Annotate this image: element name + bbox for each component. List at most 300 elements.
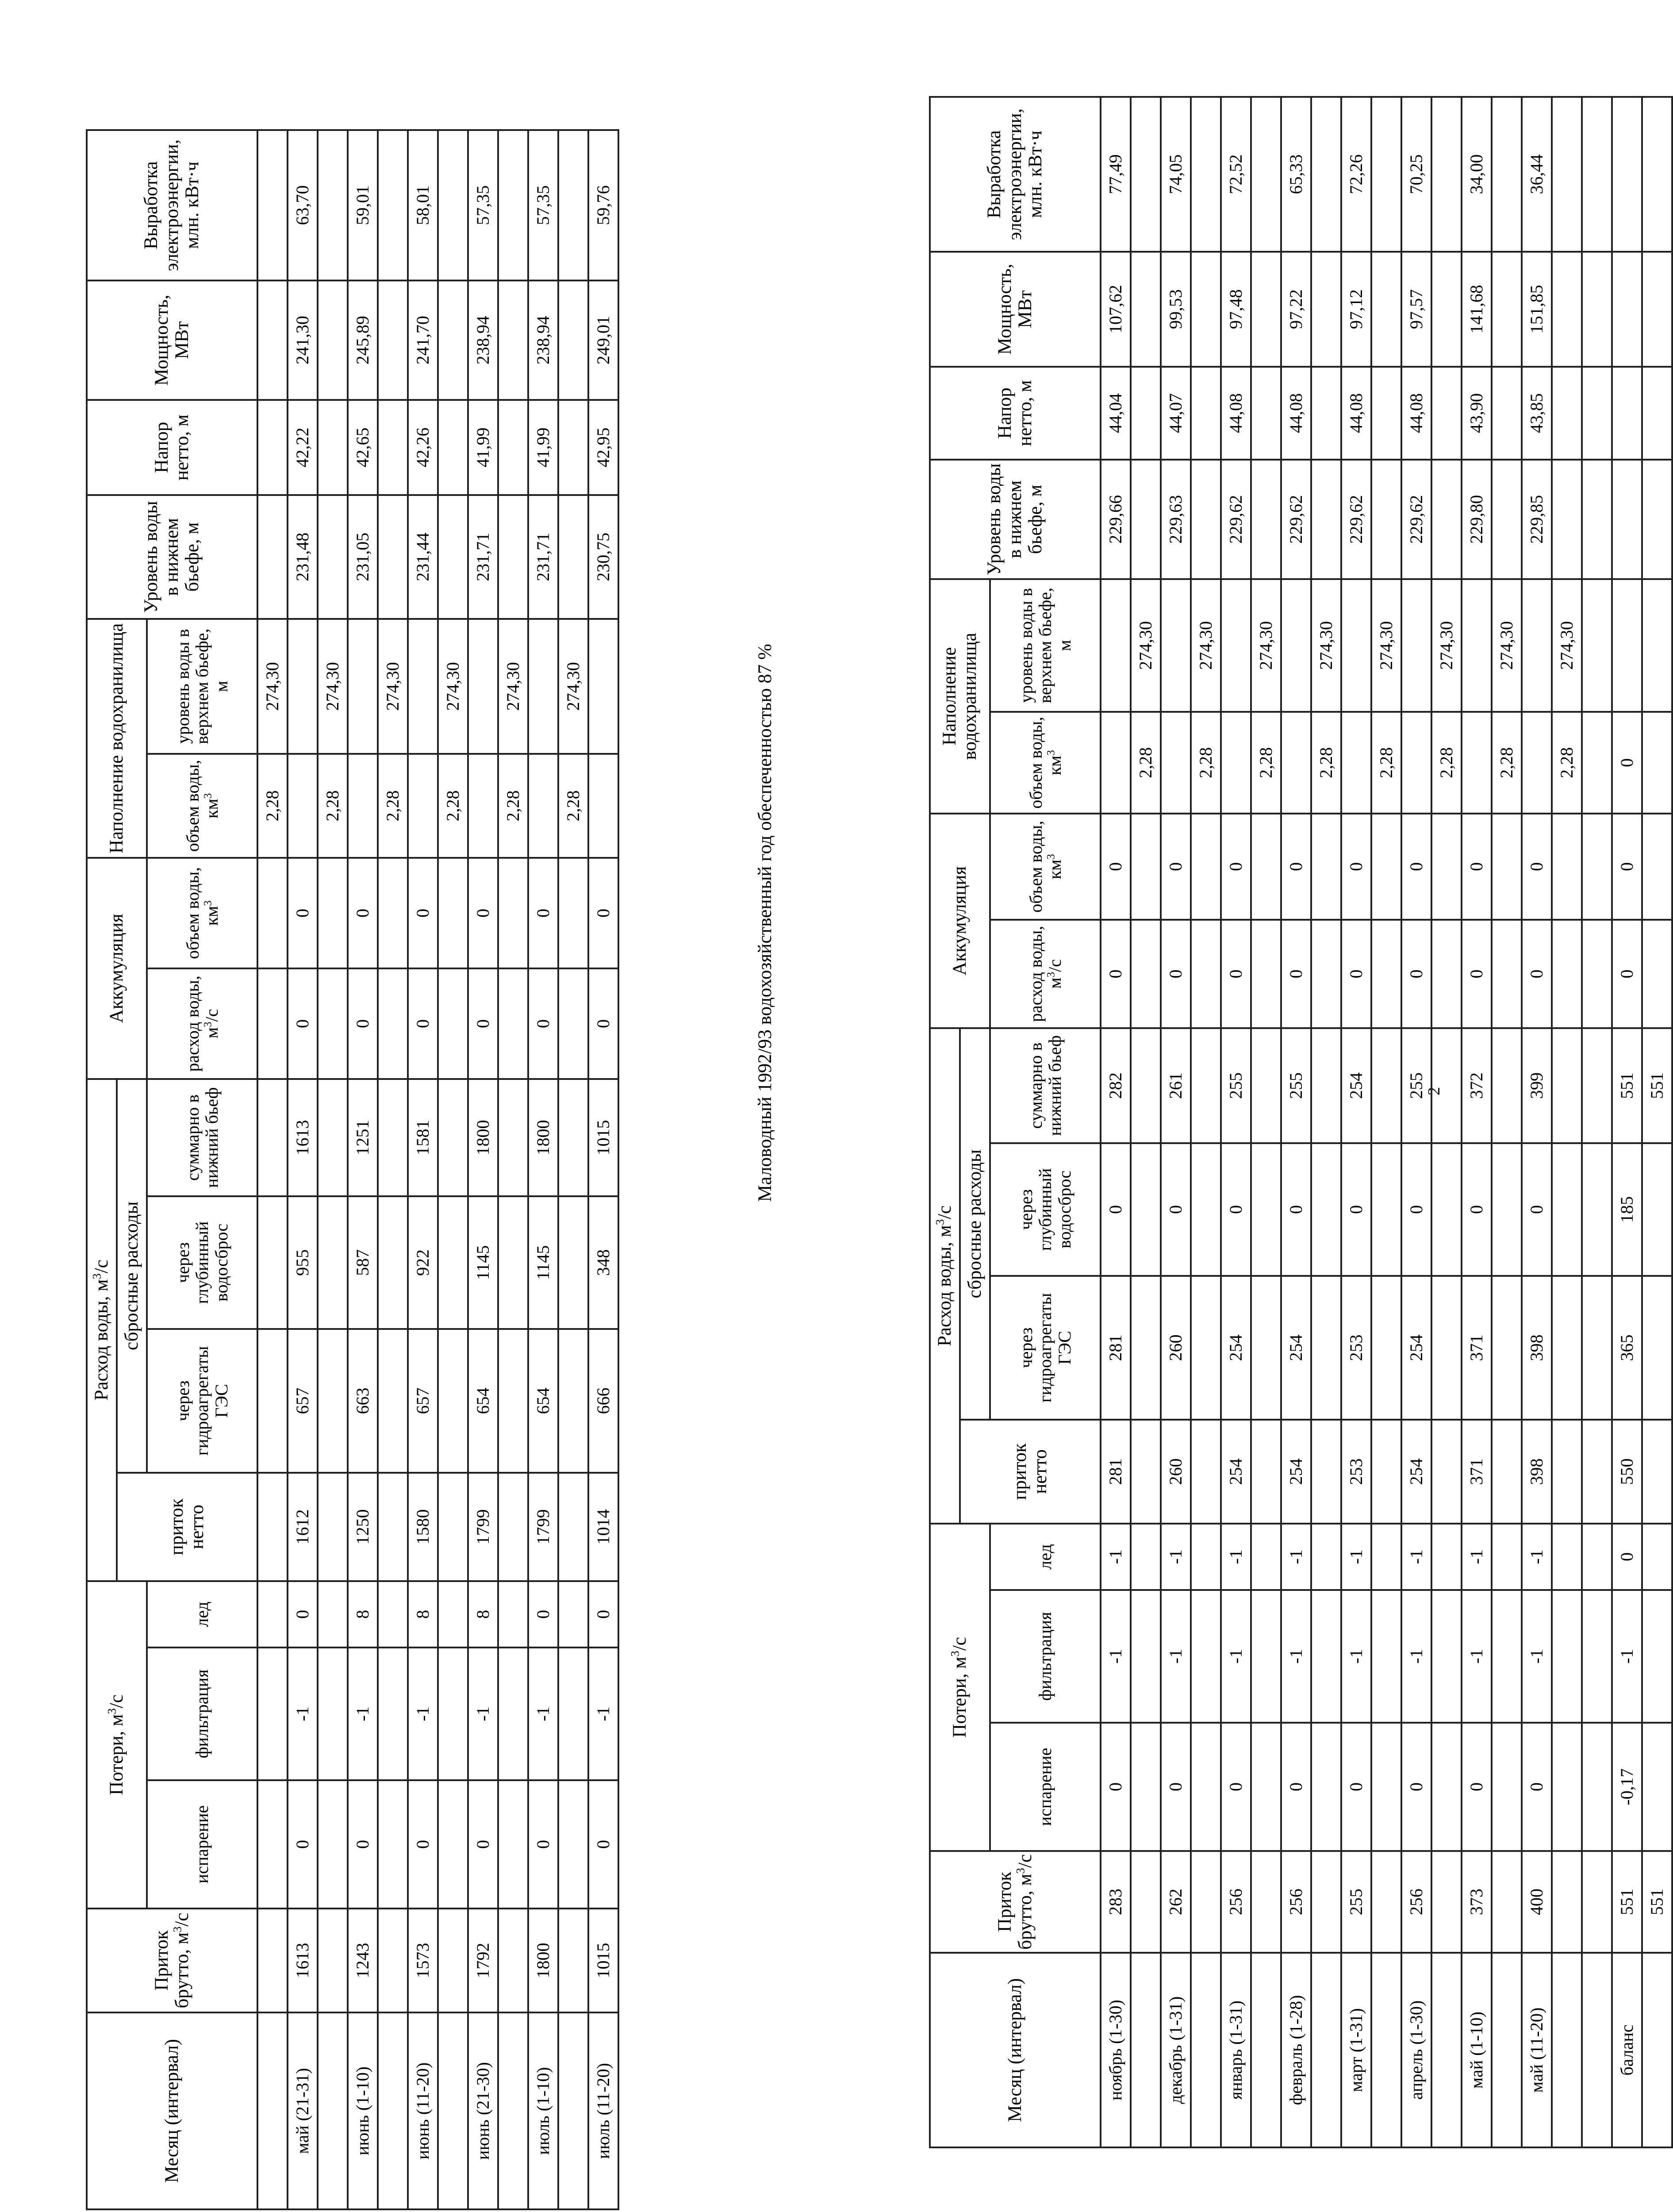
fill-volume-cell: [528, 754, 558, 858]
evaporation-cell: 0: [288, 1780, 318, 1909]
evaporation-cell: [318, 1780, 348, 1909]
month-cell: [1191, 1953, 1221, 2147]
fill-level-cell: [408, 619, 438, 754]
head-cell: [318, 400, 348, 495]
fill-volume-cell: 2,28: [558, 754, 588, 858]
inflow-gross-cell: [498, 1909, 528, 2012]
table-row: [318, 130, 348, 2209]
fill-volume-cell: [1101, 712, 1131, 814]
inflow-net-cell: [1191, 1420, 1221, 1524]
header-accumulation: Аккумуляция: [87, 858, 147, 1079]
ice-cell: -1: [1462, 1524, 1492, 1590]
tail-level-cell: 229,66: [1101, 460, 1131, 579]
fill-level-cell: [1101, 579, 1131, 712]
month-cell: [378, 2012, 408, 2209]
acc-rate-cell: [257, 968, 288, 1079]
head-cell: 44,07: [1161, 367, 1191, 460]
acc-volume-cell: 0: [1341, 814, 1371, 920]
ice-cell: [318, 1581, 348, 1647]
header-acc-volume: объем воды, $км^3$: [990, 814, 1101, 920]
header-through-spillway: через глубинный водосброс: [990, 1143, 1101, 1276]
header-through-units: через гидроагрегаты ГЭС: [990, 1276, 1101, 1420]
filtration-cell: [558, 1647, 588, 1780]
ges-flow-cell: [1582, 1276, 1612, 1420]
ges-flow-cell: 663: [348, 1329, 378, 1473]
inflow-gross-cell: [1371, 1851, 1401, 1953]
tail-level-cell: [1431, 460, 1462, 579]
ice-cell: [257, 1581, 288, 1647]
filtration-cell: -1: [288, 1647, 318, 1780]
energy-cell: [498, 130, 528, 280]
tail-level-cell: 231,05: [348, 495, 378, 619]
ges-flow-cell: 253: [1341, 1276, 1371, 1420]
head-cell: [1612, 367, 1642, 460]
tail-level-cell: [378, 495, 408, 619]
acc-volume-cell: [558, 858, 588, 968]
energy-cell: [1371, 97, 1401, 252]
header-through-spillway: через глубинный водосброс: [147, 1196, 257, 1329]
spillway-flow-cell: [1131, 1143, 1161, 1276]
ges-flow-cell: [318, 1329, 348, 1473]
energy-cell: [257, 130, 288, 280]
month-cell: [257, 2012, 288, 2209]
acc-rate-cell: 0: [1612, 920, 1642, 1028]
inflow-gross-cell: [1251, 1851, 1281, 1953]
head-cell: 41,99: [468, 400, 498, 495]
ice-cell: -1: [1101, 1524, 1131, 1590]
header-filtration: фильтрация: [990, 1590, 1101, 1723]
acc-rate-cell: [1191, 920, 1221, 1028]
fill-level-cell: [468, 619, 498, 754]
table-row: [588, 130, 618, 2209]
ice-cell: [558, 1581, 588, 1647]
ges-flow-cell: [257, 1329, 288, 1473]
total-downstream-cell: 1800: [468, 1079, 498, 1196]
inflow-gross-cell: [1311, 1851, 1341, 1953]
energy-cell: 72,26: [1341, 97, 1371, 252]
power-cell: 97,57: [1401, 252, 1431, 367]
inflow-gross-cell: 551: [1642, 1851, 1672, 1953]
fill-level-cell: 274,30: [1131, 579, 1161, 712]
month-cell: май (11-20): [1522, 1953, 1552, 2147]
spillway-flow-cell: [438, 1196, 468, 1329]
spillway-flow-cell: [378, 1196, 408, 1329]
tail-level-cell: [438, 495, 468, 619]
acc-rate-cell: 0: [288, 968, 318, 1079]
power-cell: 241,70: [408, 280, 438, 400]
fill-level-cell: [1612, 579, 1642, 712]
filtration-cell: -1: [468, 1647, 498, 1780]
total-downstream-cell: [1131, 1028, 1161, 1143]
month-cell: [1552, 1953, 1582, 2147]
header-acc-rate: расход воды, $м^3/с$: [147, 968, 257, 1079]
power-cell: [1251, 252, 1281, 367]
energy-cell: 34,00: [1462, 97, 1492, 252]
head-cell: [1371, 367, 1401, 460]
header-discharges: сбросные расходы: [117, 1079, 147, 1473]
inflow-gross-cell: 256: [1401, 1851, 1431, 1953]
ice-cell: [1371, 1524, 1401, 1590]
table-caption: Маловодный 1992/93 водохозяйственный год обеспеченностью 87 %: [755, 644, 775, 1202]
filtration-cell: [1371, 1590, 1401, 1723]
acc-volume-cell: [1311, 814, 1341, 920]
inflow-net-cell: 371: [1462, 1420, 1492, 1524]
spillway-flow-cell: [257, 1196, 288, 1329]
inflow-net-cell: 1612: [288, 1473, 318, 1581]
filtration-cell: [1492, 1590, 1522, 1723]
filtration-cell: [1131, 1590, 1161, 1723]
inflow-gross-cell: 283: [1101, 1851, 1131, 1953]
ges-flow-cell: 281: [1101, 1276, 1131, 1420]
inflow-net-cell: 1799: [528, 1473, 558, 1581]
power-cell: 241,30: [288, 280, 318, 400]
acc-rate-cell: 0: [408, 968, 438, 1079]
evaporation-cell: 0: [1101, 1723, 1131, 1851]
inflow-net-cell: [1642, 1420, 1672, 1524]
month-cell: [1582, 1953, 1612, 2147]
spillway-flow-cell: [1371, 1143, 1401, 1276]
acc-volume-cell: [438, 858, 468, 968]
ges-flow-cell: 260: [1161, 1276, 1191, 1420]
acc-rate-cell: [1311, 920, 1341, 1028]
acc-rate-cell: 0: [1221, 920, 1251, 1028]
ges-flow-cell: [1251, 1276, 1281, 1420]
total-downstream-cell: [318, 1079, 348, 1196]
header-row-1: [87, 130, 117, 2209]
ice-cell: [1311, 1524, 1341, 1590]
acc-volume-cell: 0: [408, 858, 438, 968]
filtration-cell: [438, 1647, 468, 1780]
table-row: [1612, 97, 1642, 2147]
month-cell: [1251, 1953, 1281, 2147]
ice-cell: 0: [1612, 1524, 1642, 1590]
energy-cell: 74,05: [1161, 97, 1191, 252]
month-cell: апрель (1-30): [1401, 1953, 1431, 2147]
fill-volume-cell: [1401, 712, 1431, 814]
acc-volume-cell: 0: [1281, 814, 1311, 920]
fill-level-cell: [588, 619, 618, 754]
head-cell: 44,08: [1341, 367, 1371, 460]
table-2-body: [257, 130, 618, 2209]
filtration-cell: -1: [588, 1647, 618, 1780]
evaporation-cell: [1131, 1723, 1161, 1851]
month-cell: [498, 2012, 528, 2209]
power-cell: [1191, 252, 1221, 367]
evaporation-cell: 0: [1462, 1723, 1492, 1851]
inflow-gross-cell: 1800: [528, 1909, 558, 2012]
filtration-cell: -1: [1522, 1590, 1552, 1723]
head-cell: [558, 400, 588, 495]
acc-volume-cell: 0: [588, 858, 618, 968]
ges-flow-cell: [558, 1329, 588, 1473]
power-cell: [498, 280, 528, 400]
acc-volume-cell: [1582, 814, 1612, 920]
spillway-flow-cell: [1251, 1143, 1281, 1276]
tail-level-cell: 229,63: [1161, 460, 1191, 579]
inflow-net-cell: [1582, 1420, 1612, 1524]
ice-cell: -1: [1221, 1524, 1251, 1590]
acc-rate-cell: 0: [528, 968, 558, 1079]
tail-level-cell: [257, 495, 288, 619]
acc-volume-cell: 0: [1462, 814, 1492, 920]
acc-rate-cell: [1552, 920, 1582, 1028]
acc-rate-cell: 0: [1161, 920, 1191, 1028]
inflow-gross-cell: [378, 1909, 408, 2012]
head-cell: 44,08: [1281, 367, 1311, 460]
power-cell: 97,48: [1221, 252, 1251, 367]
table-row: [1251, 97, 1281, 2147]
inflow-net-cell: [1251, 1420, 1281, 1524]
head-cell: [257, 400, 288, 495]
filtration-cell: -1: [1341, 1590, 1371, 1723]
tail-level-cell: [1552, 460, 1582, 579]
filtration-cell: -1: [348, 1647, 378, 1780]
month-cell: май (21-31): [288, 2012, 318, 2209]
inflow-gross-cell: 1243: [348, 1909, 378, 2012]
header-fill-level: уровень воды в верхнем бьефе, м: [990, 579, 1101, 712]
table-row: [1131, 97, 1161, 2147]
inflow-net-cell: [378, 1473, 408, 1581]
filtration-cell: -1: [1161, 1590, 1191, 1723]
table-row: [1431, 97, 1462, 2147]
fill-volume-cell: [1462, 712, 1492, 814]
header-flow: Расход воды, $м^3/с$: [87, 1079, 117, 1581]
acc-volume-cell: [378, 858, 408, 968]
acc-rate-cell: 0: [348, 968, 378, 1079]
header-discharges: сбросные расходы: [960, 1028, 990, 1420]
acc-rate-cell: [318, 968, 348, 1079]
table-row: [1371, 97, 1401, 2147]
energy-cell: [1311, 97, 1341, 252]
acc-volume-cell: 0: [288, 858, 318, 968]
head-cell: 42,95: [588, 400, 618, 495]
table-row: [1582, 97, 1612, 2147]
spillway-flow-cell: [1492, 1143, 1522, 1276]
fill-volume-cell: 2,28: [1371, 712, 1401, 814]
fill-level-cell: 274,30: [318, 619, 348, 754]
spillway-flow-cell: 955: [288, 1196, 318, 1329]
header-fill: Наполнение водохранилища: [930, 579, 990, 814]
fill-level-cell: 274,30: [257, 619, 288, 754]
power-cell: [1311, 252, 1341, 367]
ges-flow-cell: 654: [468, 1329, 498, 1473]
head-cell: 42,22: [288, 400, 318, 495]
fill-volume-cell: [1582, 712, 1612, 814]
total-downstream-cell: 282: [1101, 1028, 1131, 1143]
energy-cell: 57,35: [528, 130, 558, 280]
spillway-flow-cell: 922: [408, 1196, 438, 1329]
head-cell: [438, 400, 468, 495]
energy-cell: [558, 130, 588, 280]
power-cell: [1552, 252, 1582, 367]
acc-volume-cell: [1431, 814, 1462, 920]
spillway-flow-cell: 0: [1401, 1143, 1431, 1276]
ges-flow-cell: 254: [1221, 1276, 1251, 1420]
fill-level-cell: [288, 619, 318, 754]
fill-level-cell: 274,30: [558, 619, 588, 754]
month-cell: [1371, 1953, 1401, 2147]
header-inflow-net: приток нетто: [960, 1420, 1101, 1524]
header-accumulation: Аккумуляция: [930, 814, 990, 1028]
inflow-gross-cell: [1492, 1851, 1522, 1953]
energy-cell: [1431, 97, 1462, 252]
tail-level-cell: [1642, 460, 1672, 579]
head-cell: [498, 400, 528, 495]
header-power: Мощность, МВт: [930, 252, 1101, 367]
inflow-gross-cell: 1015: [588, 1909, 618, 2012]
inflow-gross-cell: [438, 1909, 468, 2012]
power-cell: [1371, 252, 1401, 367]
head-cell: [1492, 367, 1522, 460]
energy-cell: 63,70: [288, 130, 318, 280]
total-downstream-cell: 261: [1161, 1028, 1191, 1143]
month-cell: февраль (1-28): [1281, 1953, 1311, 2147]
filtration-cell: [1582, 1590, 1612, 1723]
inflow-net-cell: [1131, 1420, 1161, 1524]
acc-volume-cell: 0: [1101, 814, 1131, 920]
power-cell: [1492, 252, 1522, 367]
table-row: [378, 130, 408, 2209]
ges-flow-cell: [378, 1329, 408, 1473]
acc-rate-cell: 0: [1101, 920, 1131, 1028]
filtration-cell: [1642, 1590, 1672, 1723]
month-cell: [438, 2012, 468, 2209]
inflow-gross-cell: [558, 1909, 588, 2012]
evaporation-cell: [1582, 1723, 1612, 1851]
table-row: [257, 130, 288, 2209]
acc-rate-cell: [1642, 920, 1672, 1028]
inflow-gross-cell: [1431, 1851, 1462, 1953]
filtration-cell: -1: [1612, 1590, 1642, 1723]
energy-cell: 59,01: [348, 130, 378, 280]
header-fill-level: уровень воды в верхнем бьефе, м: [147, 619, 257, 754]
energy-cell: 58,01: [408, 130, 438, 280]
total-downstream-cell: [1431, 1028, 1462, 1143]
evaporation-cell: [558, 1780, 588, 1909]
acc-rate-cell: [1492, 920, 1522, 1028]
ice-cell: [438, 1581, 468, 1647]
energy-cell: [1552, 97, 1582, 252]
acc-volume-cell: 0: [1221, 814, 1251, 920]
acc-rate-cell: [378, 968, 408, 1079]
spillway-flow-cell: [1311, 1143, 1341, 1276]
fill-level-cell: 274,30: [438, 619, 468, 754]
table-row: [1281, 97, 1311, 2147]
head-cell: [378, 400, 408, 495]
head-cell: [1311, 367, 1341, 460]
filtration-cell: -1: [1401, 1590, 1431, 1723]
header-acc-rate: расход воды, $м^3/с$: [990, 920, 1101, 1028]
acc-rate-cell: [1371, 920, 1401, 1028]
power-cell: [1612, 252, 1642, 367]
month-cell: [1492, 1953, 1522, 2147]
inflow-net-cell: 253: [1341, 1420, 1371, 1524]
inflow-gross-cell: [1131, 1851, 1161, 1953]
table-row: [1191, 97, 1221, 2147]
header-power: Мощность, МВт: [87, 280, 257, 400]
month-cell: [1642, 1953, 1672, 2147]
filtration-cell: -1: [1101, 1590, 1131, 1723]
ges-flow-cell: [438, 1329, 468, 1473]
energy-cell: [1492, 97, 1522, 252]
ice-cell: [1131, 1524, 1161, 1590]
fill-volume-cell: 2,28: [1251, 712, 1281, 814]
acc-volume-cell: [318, 858, 348, 968]
spillway-flow-cell: [1431, 1143, 1462, 1276]
fill-volume-cell: [1642, 712, 1672, 814]
power-cell: [1582, 252, 1612, 367]
power-cell: [318, 280, 348, 400]
evaporation-cell: 0: [588, 1780, 618, 1909]
filtration-cell: -1: [1462, 1590, 1492, 1723]
fill-level-cell: 274,30: [498, 619, 528, 754]
fill-level-cell: 274,30: [1311, 579, 1341, 712]
month-cell: декабрь (1-31): [1161, 1953, 1191, 2147]
acc-rate-cell: 0: [1341, 920, 1371, 1028]
acc-volume-cell: [1191, 814, 1221, 920]
spillway-flow-cell: [1552, 1143, 1582, 1276]
inflow-gross-cell: 255: [1341, 1851, 1371, 1953]
inflow-net-cell: [1431, 1420, 1462, 1524]
ges-flow-cell: 254: [1281, 1276, 1311, 1420]
inflow-gross-cell: [1552, 1851, 1582, 1953]
inflow-net-cell: 1799: [468, 1473, 498, 1581]
inflow-net-cell: 550: [1612, 1420, 1642, 1524]
table-row: [1311, 97, 1341, 2147]
inflow-gross-cell: 1573: [408, 1909, 438, 2012]
fill-level-cell: [528, 619, 558, 754]
tail-level-cell: 231,71: [468, 495, 498, 619]
ice-cell: 0: [588, 1581, 618, 1647]
ice-cell: [1582, 1524, 1612, 1590]
evaporation-cell: 0: [1161, 1723, 1191, 1851]
evaporation-cell: [1492, 1723, 1522, 1851]
inflow-net-cell: [318, 1473, 348, 1581]
fill-level-cell: [1161, 579, 1191, 712]
total-downstream-cell: 551: [1612, 1028, 1642, 1143]
evaporation-cell: 0: [1281, 1723, 1311, 1851]
inflow-net-cell: 1250: [348, 1473, 378, 1581]
power-cell: 249,01: [588, 280, 618, 400]
tail-level-cell: 230,75: [588, 495, 618, 619]
ges-flow-cell: 654: [528, 1329, 558, 1473]
inflow-net-cell: [257, 1473, 288, 1581]
fill-level-cell: [1522, 579, 1552, 712]
header-ice: лед: [147, 1581, 257, 1647]
inflow-net-cell: [1492, 1420, 1522, 1524]
evaporation-cell: 0: [1401, 1723, 1431, 1851]
spillway-flow-cell: [318, 1196, 348, 1329]
ges-flow-cell: [498, 1329, 528, 1473]
filtration-cell: [1552, 1590, 1582, 1723]
fill-volume-cell: [588, 754, 618, 858]
fill-volume-cell: 2,28: [438, 754, 468, 858]
evaporation-cell: 0: [468, 1780, 498, 1909]
table-1-body: [1101, 97, 1672, 2147]
month-cell: [1131, 1953, 1161, 2147]
power-cell: [257, 280, 288, 400]
ges-flow-cell: 365: [1612, 1276, 1642, 1420]
power-cell: 141,68: [1462, 252, 1492, 367]
evaporation-cell: 0: [528, 1780, 558, 1909]
acc-volume-cell: [1552, 814, 1582, 920]
power-cell: [438, 280, 468, 400]
fill-volume-cell: [1221, 712, 1251, 814]
fill-level-cell: [1341, 579, 1371, 712]
total-downstream-cell: 1613: [288, 1079, 318, 1196]
spillway-flow-cell: [1191, 1143, 1221, 1276]
total-downstream-cell: [1191, 1028, 1221, 1143]
